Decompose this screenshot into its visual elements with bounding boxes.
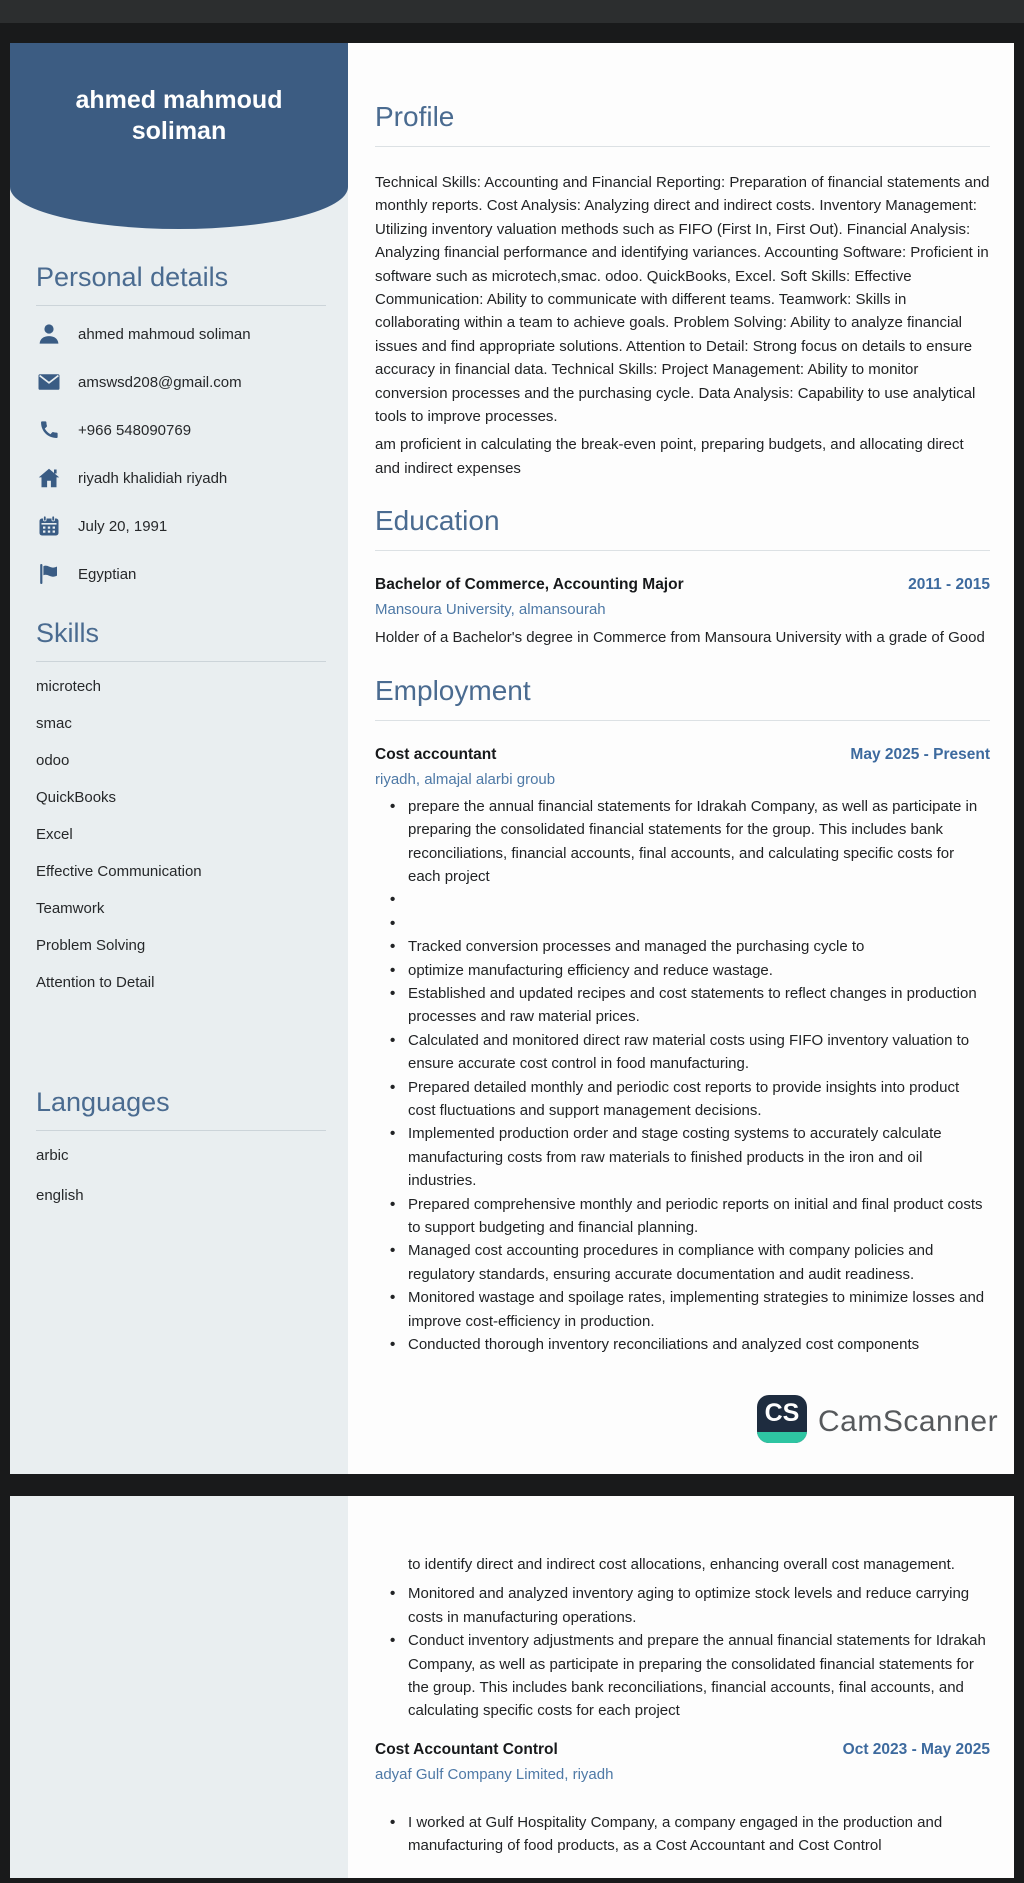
profile-section (375, 100, 990, 480)
languages-list (36, 1147, 326, 1204)
job-bullet (375, 888, 990, 911)
personal-details-section (36, 262, 326, 586)
profile-paragraph: Technical Skills: Accounting and Financial Reporting: Preparation of financial statements and monthly reports. Cost Analysis: Analyzing direct and indirect costs. Inventory Management: Utilizing inventory valuation methods such as FIFO (First In, First Out). Financial Analysis: Analyzing financial performance and identifying variances. Accounting Software: Proficient in software such as microtech,smac. odoo. QuickBooks, Excel. Soft Skills: Effective Communication: Ability to communicate with different teams. Teamwork: Skills in collaborating within a team to achieve goals. Problem Solving: Ability to analyze financial issues and find appropriate solutions. Attention to Detail: Strong focus on details to ensure accuracy in financial data. Technical Skills: Project Management: Ability to monitor conversion processes and the purchasing cycle. Data Analysis: Capability to use analytical tools to improve processes. (375, 174, 990, 426)
languages-title: Languages (36, 1087, 170, 1117)
calendar-icon (36, 514, 62, 538)
personal-detail-birthdate (36, 514, 326, 538)
camscanner-watermark: CamScanner (818, 1405, 999, 1438)
divider (36, 305, 326, 306)
language-item: arbic (36, 1147, 69, 1164)
profile-title: Profile (375, 101, 455, 132)
camscanner-logo (757, 1395, 807, 1443)
education-description: Holder of a Bachelor's degree in Commerce from Mansoura University with a grade of Good (375, 629, 985, 647)
skill-item: microtech (36, 678, 102, 695)
skill-item: QuickBooks (36, 789, 117, 806)
employment-entry-2 (375, 1740, 990, 1858)
job-bullet: • Monitored wastage and spoilage rates, implementing strategies to minimize losses and improve cost-efficiency in production. (375, 1286, 990, 1333)
personal-detail-value: July 20, 1991 (78, 517, 168, 535)
main-column-page-1 (348, 43, 1014, 1474)
degree-title: Bachelor of Commerce, Accounting Major (375, 576, 684, 594)
job-bullet: • Prepared comprehensive monthly and periodic reports on initial and final product costs to support budgeting and financial planning. (375, 1193, 990, 1240)
job-role: Cost Accountant Control (375, 1740, 558, 1758)
job-bullet-list-continued (375, 1582, 990, 1722)
sidebar-page-2 (10, 1496, 348, 1878)
job-bullet: • Conduct inventory adjustments and prepare the annual financial statements for Idrakah Company, as well as participate in preparing the consolidated financial statements for the group. This includes bank reconciliations, financial accounts, final accounts, and calculating specific costs for each project (375, 1629, 990, 1723)
phone-icon (36, 418, 62, 442)
job-company: adyaf Gulf Company Limited, riyadh (375, 1765, 614, 1783)
job-bullet-list-2 (375, 1811, 990, 1858)
personal-detail-value: amswsd208@gmail.com (78, 373, 242, 391)
main-column-page-2 (348, 1496, 1014, 1878)
skill-item: Teamwork (36, 900, 105, 917)
resume-page-1 (10, 43, 1014, 1474)
job-dates: May 2025 - Present (850, 745, 990, 763)
job-bullet: • I worked at Gulf Hospitality Company, a company engaged in the production and manufacturing of food products, as a Cost Accountant and Cost Control (375, 1811, 990, 1858)
language-item: english (36, 1187, 84, 1204)
education-title: Education (375, 505, 500, 537)
skill-item: smac (36, 715, 72, 732)
name-banner (10, 43, 348, 229)
skills-section (36, 618, 326, 991)
divider (375, 146, 990, 147)
job-bullet: • Established and updated recipes and cost statements to reflect changes in production processes and raw material prices. (375, 982, 990, 1029)
job-bullet (375, 912, 990, 935)
job-bullet: • Conducted thorough inventory reconciliations and analyzed cost components (375, 1333, 990, 1356)
job-bullet: • Implemented production order and stage costing systems to accurately calculate manufacturing costs from raw materials to finished products in the iron and oil industries. (375, 1122, 990, 1192)
languages-section (36, 1087, 326, 1204)
skills-list (36, 678, 326, 991)
camscanner-logo-letters: CS (764, 1399, 800, 1427)
job-bullet: • Tracked conversion processes and managed the purchasing cycle to (375, 935, 990, 958)
personal-details-title: Personal details (36, 262, 229, 292)
bullet-continuation: to identify direct and indirect cost allocations, enhancing overall cost management. (408, 1556, 955, 1573)
personal-detail-value: riyadh khalidiah riyadh (78, 469, 228, 487)
profile-paragraph-2: am proficient in calculating the break-even point, preparing budgets, and allocating direct and indirect expenses (375, 436, 964, 477)
personal-detail-name (36, 322, 326, 346)
job-bullet: • prepare the annual financial statements for Idrakah Company, as well as participate in preparing the consolidated financial statements for the group. This includes bank reconciliations, financial accounts, final accounts, and calculating specific costs for each project (375, 795, 990, 889)
personal-detail-email (36, 370, 326, 394)
divider (375, 720, 990, 721)
job-bullet: • Managed cost accounting procedures in compliance with company policies and regulatory standards, ensuring accurate documentation and audit readiness. (375, 1239, 990, 1286)
job-bullet: • optimize manufacturing efficiency and reduce wastage. (375, 959, 990, 982)
skill-item: Excel (36, 826, 73, 843)
employment-title: Employment (375, 674, 531, 706)
employment-section (375, 674, 990, 1357)
skill-item: Attention to Detail (36, 974, 155, 991)
personal-detail-value: +966 548090769 (78, 421, 192, 439)
sidebar (10, 43, 348, 1474)
flag-icon (36, 562, 62, 586)
divider (36, 1130, 326, 1131)
job-bullet: • Calculated and monitored direct raw material costs using FIFO inventory valuation to ensure accurate cost control in food manufacturing. (375, 1029, 990, 1076)
education-section (375, 504, 990, 649)
education-dates: 2011 - 2015 (908, 576, 990, 594)
email-icon (36, 370, 62, 394)
job-company: riyadh, almajal alarbi groub (375, 770, 556, 788)
viewer-top-bar (0, 0, 1024, 23)
divider (375, 550, 990, 551)
personal-detail-value: Egyptian (78, 565, 137, 583)
personal-detail-nationality (36, 562, 326, 586)
person-icon (36, 322, 62, 346)
candidate-name: ahmed mahmoud soliman (75, 86, 283, 145)
home-icon (36, 466, 62, 490)
job-bullet-list (375, 795, 990, 1357)
job-role: Cost accountant (375, 745, 497, 763)
skill-item: odoo (36, 752, 70, 769)
divider (36, 661, 326, 662)
personal-detail-value: ahmed mahmoud soliman (78, 325, 251, 343)
skills-title: Skills (36, 618, 100, 648)
skill-item: Problem Solving (36, 937, 146, 954)
school-name: Mansoura University, almansourah (375, 601, 606, 619)
personal-detail-address (36, 466, 326, 490)
resume-page-2 (10, 1496, 1014, 1878)
camscanner-logo-strip (757, 1432, 807, 1443)
skill-item: Effective Communication (36, 863, 202, 880)
job-bullet: • Monitored and analyzed inventory aging to optimize stock levels and reduce carrying costs in manufacturing operations. (375, 1582, 990, 1629)
personal-detail-phone (36, 418, 326, 442)
job-dates: Oct 2023 - May 2025 (842, 1740, 990, 1758)
job-bullet: • Prepared detailed monthly and periodic cost reports to provide insights into product cost fluctuations and support management decisions. (375, 1076, 990, 1123)
